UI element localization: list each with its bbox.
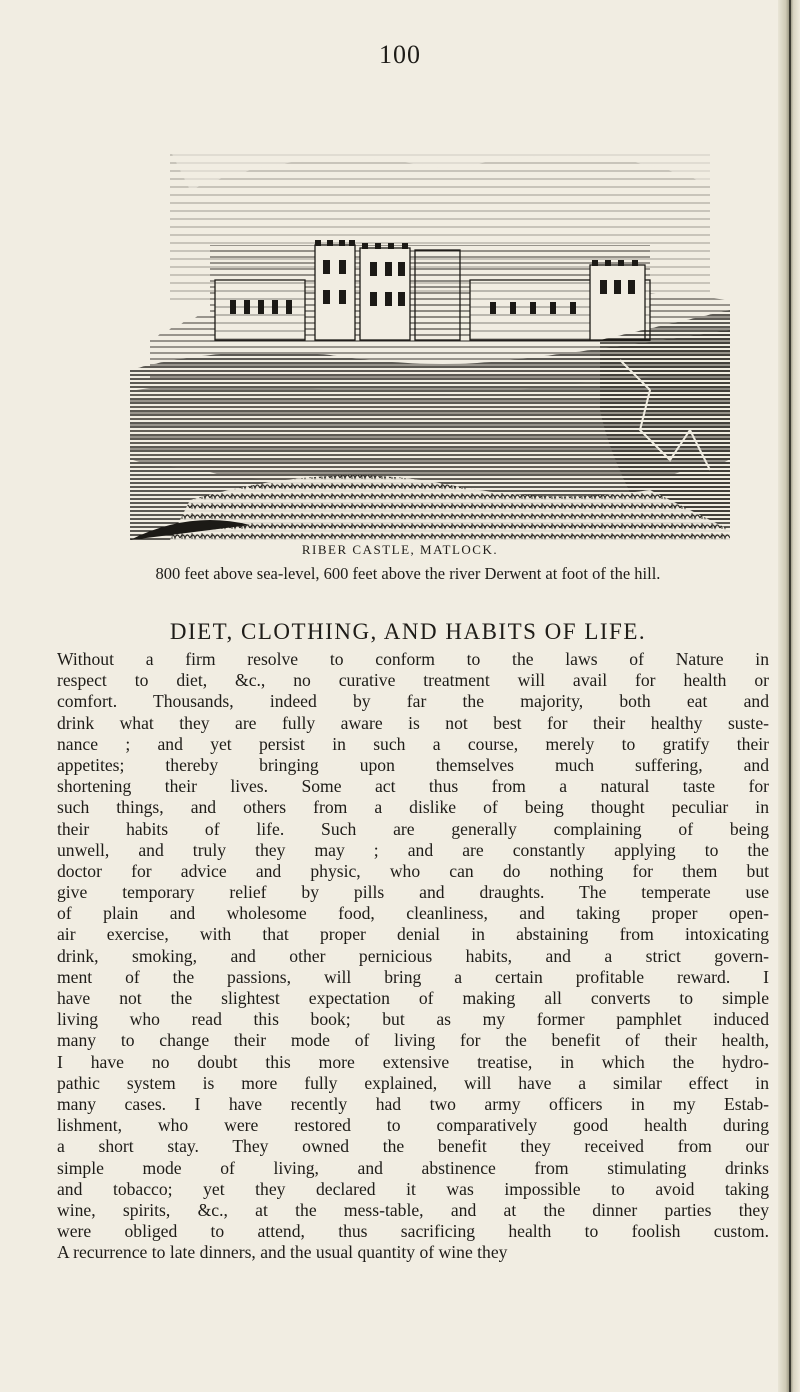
body-line: A recurrence to late dinners, and the usual quantity of wine they (57, 1242, 508, 1263)
body-text (57, 649, 769, 1263)
body-line: have not the slightest expectation of making all converts to simple (57, 988, 769, 1008)
body-line: appetites; thereby bringing upon themselves much suffering, and (57, 754, 769, 775)
castle-engraving (130, 130, 730, 540)
body-line: ment of the passions, will bring a certain profitable reward. I (57, 966, 769, 987)
body-line: drink, smoking, and other pernicious habits, and a strict govern- (57, 945, 769, 966)
page-edge-line (789, 0, 791, 1392)
body-line: doctor for advice and physic, who can do nothing for them but (57, 860, 769, 881)
illustration-subcaption: 800 feet above sea-level, 600 feet above the river Derwent at foot of the hill. (155, 564, 661, 583)
body-line: air exercise, with that proper denial in abstaining from intoxicating (57, 924, 769, 945)
body-line: give temporary relief by pills and draughts. The temperate use (57, 882, 769, 903)
illustration-caption: RIBER CASTLE, MATLOCK. (301, 542, 499, 557)
body-line: many to change their mode of living for the benefit of their health, (57, 1030, 769, 1051)
body-line: nance ; and yet persist in such a course, merely to gratify their (57, 733, 769, 754)
body-line: were obliged to attend, thus sacrificing health to foolish custom. (57, 1221, 769, 1242)
body-line: shortening their lives. Some act thus from a natural taste for (57, 776, 769, 797)
body-line: living who read this book; but as my former pamphlet induced (57, 1009, 769, 1030)
body-line: respect to diet, &c., no curative treatment will avail for health or (57, 670, 769, 691)
body-line: I have no doubt this more extensive treatise, in which the hydro- (57, 1051, 769, 1072)
body-line: unwell, and truly they may ; and are constantly applying to the (57, 839, 769, 860)
body-line: drink what they are fully aware is not best for their healthy suste- (57, 712, 769, 733)
page-number: 100 (379, 40, 421, 69)
body-line: their habits of life. Such are generally complaining of being (57, 818, 769, 839)
body-line: such things, and others from a dislike of being thought peculiar in (57, 797, 769, 818)
body-line: a short stay. They owned the benefit they received from our (57, 1136, 769, 1157)
body-line: lishment, who were restored to comparatively good health during (57, 1115, 769, 1136)
section-heading: DIET, CLOTHING, AND HABITS OF LIFE. (169, 619, 647, 644)
body-line: of plain and wholesome food, cleanliness, and taking proper open- (57, 903, 769, 924)
body-line: many cases. I have recently had two army officers in my Estab- (57, 1093, 769, 1114)
body-line: comfort. Thousands, indeed by far the majority, both eat and (57, 691, 769, 712)
body-line: pathic system is more fully explained, will have a similar effect in (57, 1072, 769, 1093)
body-line: wine, spirits, &c., at the mess-table, and at the dinner parties they (57, 1199, 769, 1220)
body-line: and tobacco; yet they declared it was impossible to avoid taking (57, 1178, 769, 1199)
body-line: Without a firm resolve to conform to the laws of Nature in (57, 649, 769, 669)
body-line: simple mode of living, and abstinence from stimulating drinks (57, 1157, 769, 1178)
